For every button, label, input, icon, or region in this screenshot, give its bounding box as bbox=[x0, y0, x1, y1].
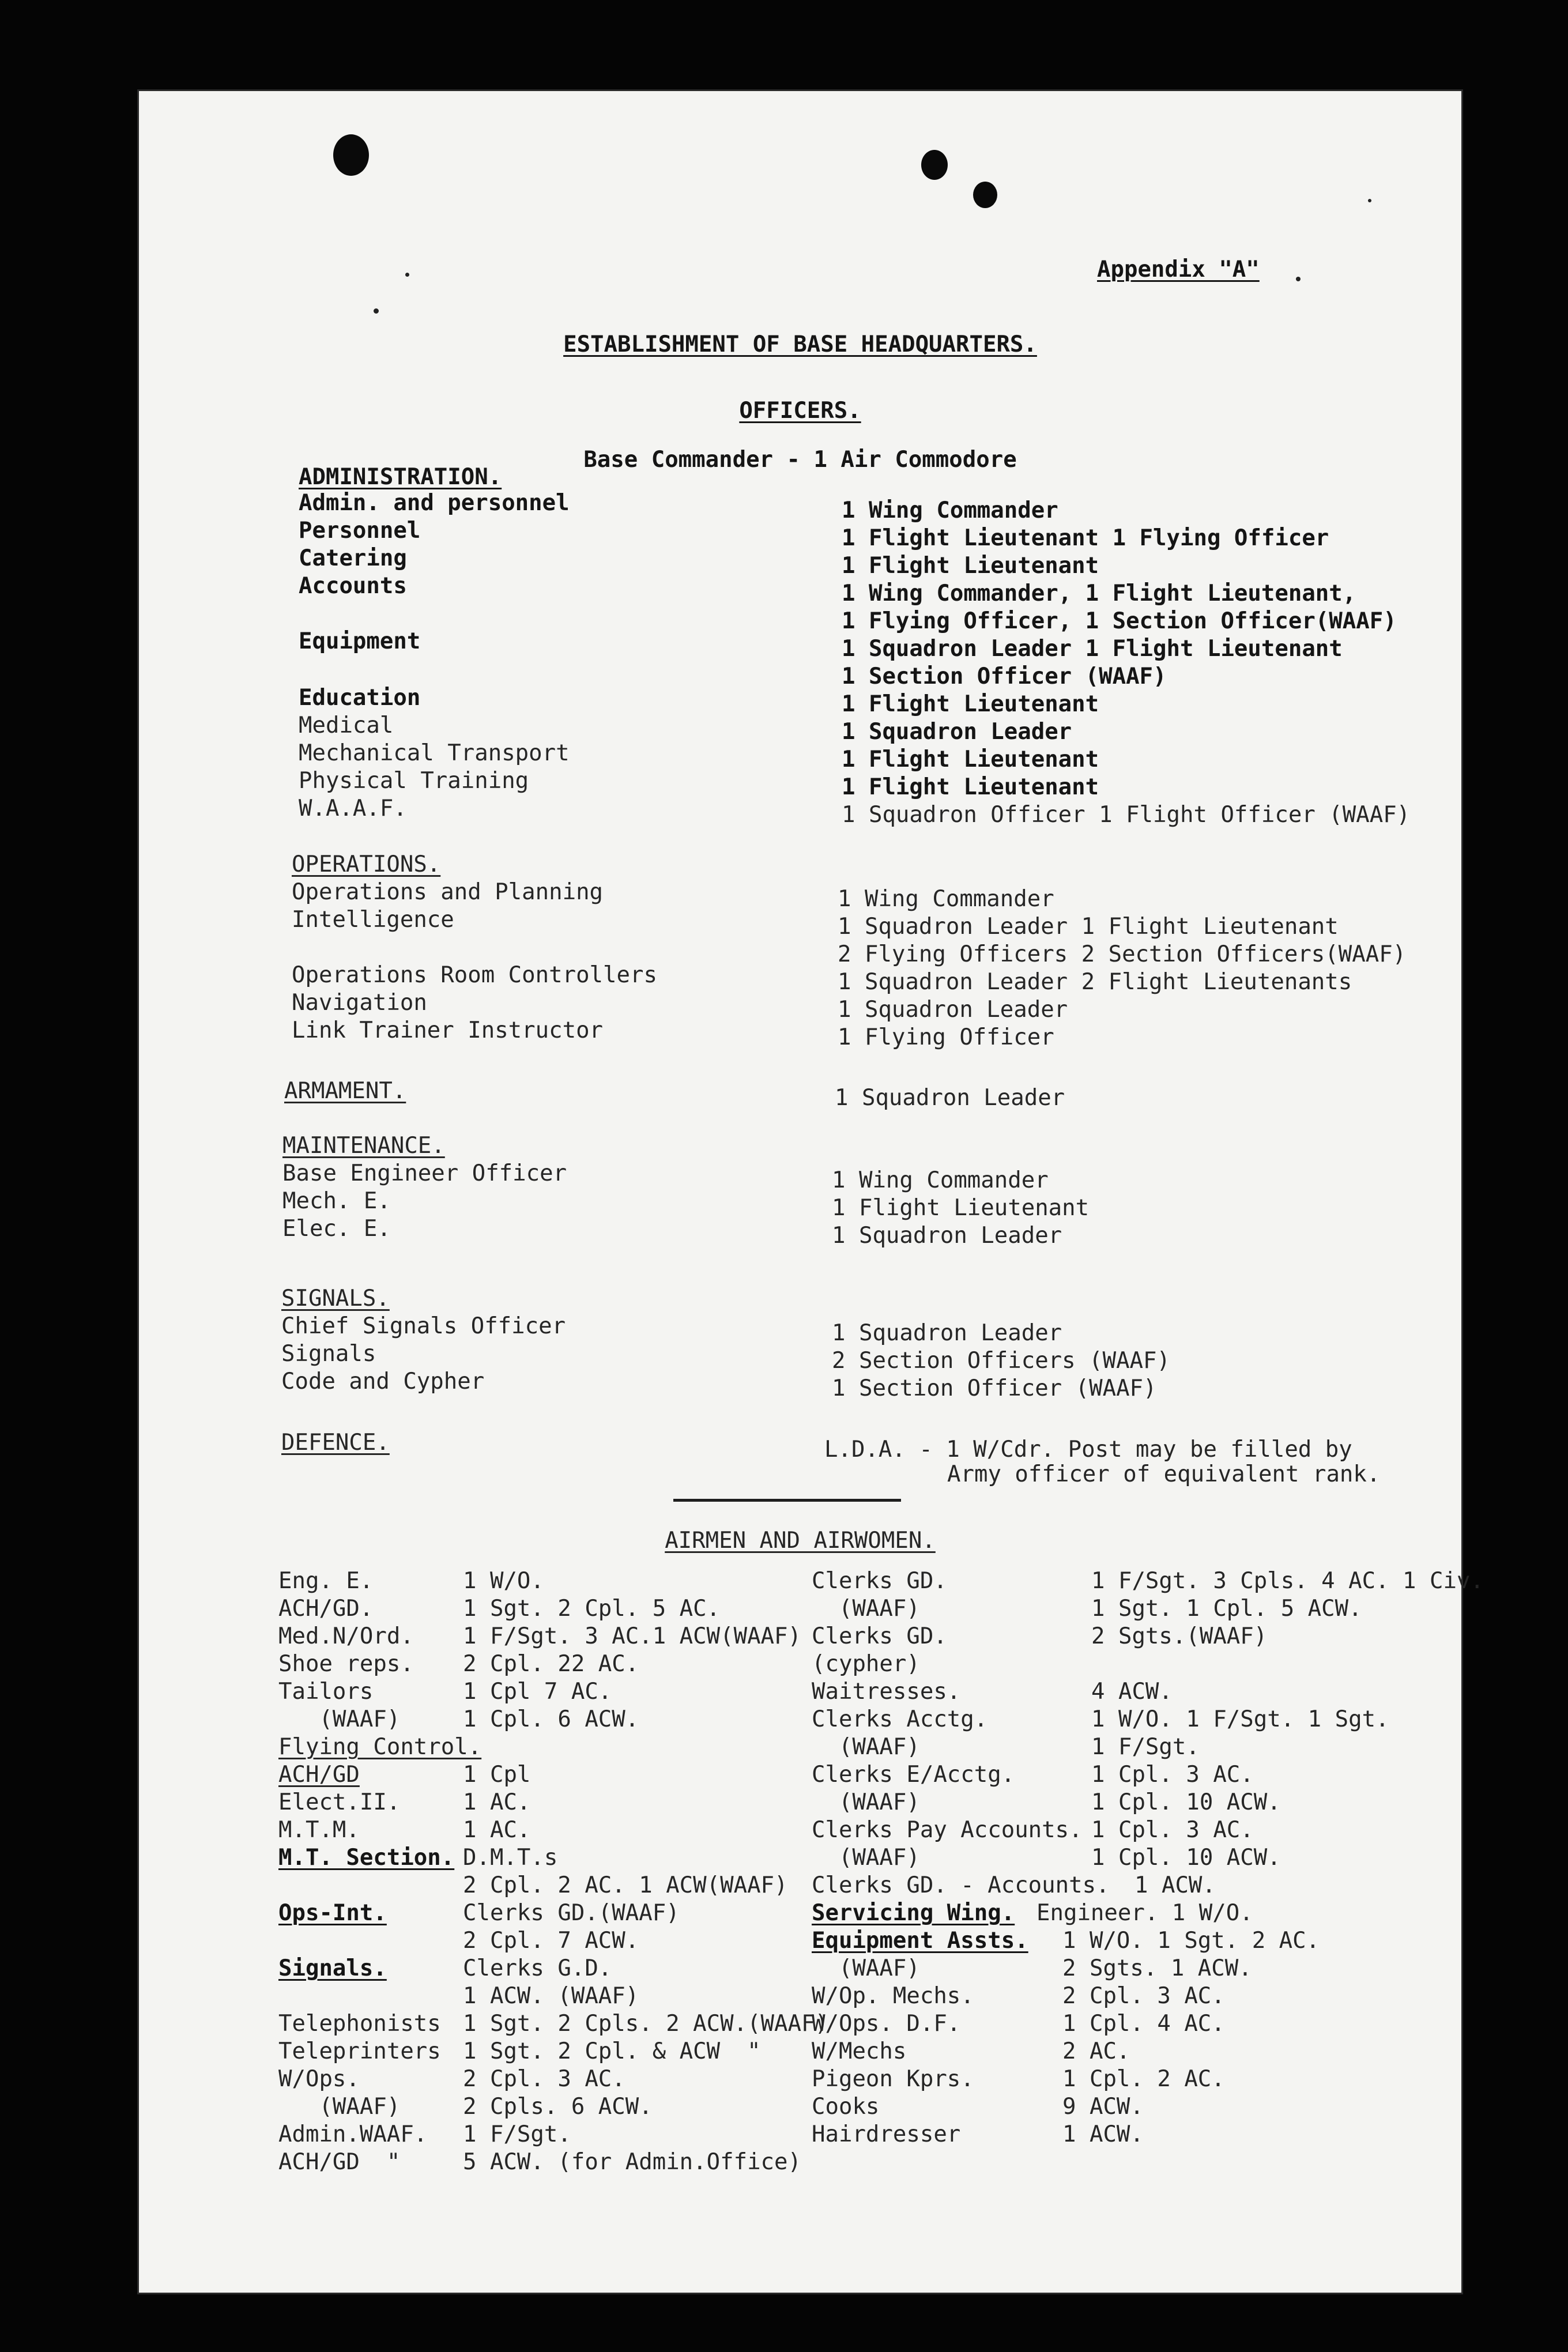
airmen-right-label: Clerks Acctg. bbox=[812, 1706, 988, 1732]
airmen-left-label: ACH/GD. bbox=[278, 1596, 374, 1622]
maintenance-label: Mech. E. bbox=[282, 1188, 391, 1214]
airmen-right-label: Clerks GD. bbox=[812, 1623, 947, 1649]
signals-label: Chief Signals Officer bbox=[281, 1313, 566, 1339]
airmen-left-value: 1 W/O. bbox=[463, 1568, 544, 1594]
ink-speck bbox=[1296, 277, 1301, 281]
airmen-left-label: ACH/GD bbox=[278, 1762, 360, 1788]
airmen-left-value: 1 Cpl 7 AC. bbox=[463, 1679, 612, 1705]
airmen-left-value: 2 Cpl. 2 AC. 1 ACW(WAAF) bbox=[463, 1872, 788, 1898]
admin-value: 1 Squadron Leader bbox=[842, 719, 1072, 745]
airmen-left-label: (WAAF) bbox=[278, 1706, 401, 1732]
airmen-left-value: 5 ACW. (for Admin.Office) bbox=[463, 2149, 801, 2175]
signals-heading: SIGNALS. bbox=[281, 1286, 390, 1311]
operations-value: 1 Squadron Leader 2 Flight Lieutenants bbox=[838, 969, 1352, 995]
admin-label: Equipment bbox=[299, 628, 421, 654]
airmen-right-value: 1 F/Sgt. 3 Cpls. 4 AC. 1 Civ. bbox=[1091, 1568, 1484, 1594]
airmen-left-value: Clerks GD.(WAAF) bbox=[463, 1900, 680, 1926]
airmen-left-label: Med.N/Ord. bbox=[278, 1623, 414, 1649]
admin-label: Mechanical Transport bbox=[299, 740, 570, 766]
operations-label: Intelligence bbox=[292, 907, 454, 933]
operations-value: 1 Squadron Leader 1 Flight Lieutenant bbox=[838, 914, 1339, 940]
armament-value: 1 Squadron Leader bbox=[835, 1085, 1065, 1111]
airmen-left-label: ACH/GD " bbox=[278, 2149, 401, 2175]
admin-value: 1 Wing Commander, 1 Flight Lieutenant, bbox=[842, 581, 1356, 606]
admin-value: 1 Flight Lieutenant bbox=[842, 747, 1099, 772]
maintenance-label: Elec. E. bbox=[282, 1216, 391, 1242]
signals-value: 1 Section Officer (WAAF) bbox=[832, 1375, 1157, 1401]
airmen-right-value: 1 ACW. bbox=[1062, 2121, 1144, 2147]
airmen-right-label: Waitresses. bbox=[812, 1679, 961, 1705]
airmen-left-value: 1 AC. bbox=[463, 1817, 531, 1843]
airmen-right-label: Clerks GD. - Accounts. bbox=[812, 1872, 1110, 1898]
ink-speck bbox=[374, 308, 379, 314]
maintenance-heading: MAINTENANCE. bbox=[282, 1133, 445, 1159]
airmen-right-value: 2 Sgts. 1 ACW. bbox=[1062, 1955, 1252, 1981]
airmen-right-label: Cooks bbox=[812, 2094, 880, 2120]
operations-value: 1 Flying Officer bbox=[838, 1024, 1054, 1050]
airmen-right-label: (WAAF) bbox=[812, 1789, 920, 1815]
admin-value: 1 Flight Lieutenant 1 Flying Officer bbox=[842, 525, 1329, 551]
signals-label: Signals bbox=[281, 1341, 376, 1367]
airmen-right-value: 1 Cpl. 4 AC. bbox=[1062, 2011, 1225, 2037]
airmen-left-value: 1 ACW. (WAAF) bbox=[463, 1983, 639, 2009]
admin-label: Admin. and personnel bbox=[299, 490, 570, 516]
airmen-right-value: 1 Cpl. 2 AC. bbox=[1062, 2066, 1225, 2092]
admin-value: 1 Flight Lieutenant bbox=[842, 691, 1099, 717]
admin-label: Education bbox=[299, 685, 421, 711]
airmen-left-label: Signals. bbox=[278, 1955, 387, 1981]
airmen-right-value: 2 Cpl. 3 AC. bbox=[1062, 1983, 1225, 2009]
signals-value: 1 Squadron Leader bbox=[832, 1320, 1062, 1346]
airmen-right-label: (cypher) bbox=[812, 1651, 920, 1677]
airmen-right-label: Clerks GD. bbox=[812, 1568, 947, 1594]
airmen-left-label: Teleprinters bbox=[278, 2038, 441, 2064]
airmen-right-label: Pigeon Kprs. bbox=[812, 2066, 974, 2092]
airmen-right-value: 2 AC. bbox=[1062, 2038, 1130, 2064]
signals-value: 2 Section Officers (WAAF) bbox=[832, 1348, 1170, 1374]
airmen-left-value: 2 Cpl. 3 AC. bbox=[463, 2066, 625, 2092]
airmen-right-label: W/Op. Mechs. bbox=[812, 1983, 974, 2009]
admin-value: 1 Flight Lieutenant bbox=[842, 774, 1099, 800]
airmen-left-label: M.T.M. bbox=[278, 1817, 360, 1843]
airmen-left-value: Clerks G.D. bbox=[463, 1955, 612, 1981]
airmen-left-label: (WAAF) bbox=[278, 2094, 401, 2120]
maintenance-value: 1 Flight Lieutenant bbox=[832, 1195, 1090, 1221]
airmen-right-value: 4 ACW. bbox=[1091, 1679, 1173, 1705]
maintenance-value: 1 Squadron Leader bbox=[832, 1223, 1062, 1249]
airmen-left-label: Telephonists bbox=[278, 2011, 441, 2037]
punch-hole bbox=[921, 150, 948, 180]
admin-label: Physical Training bbox=[299, 768, 529, 794]
airmen-right-value: 1 Cpl. 10 ACW. bbox=[1091, 1845, 1281, 1871]
airmen-heading: AIRMEN AND AIRWOMEN. bbox=[665, 1528, 936, 1554]
admin-label: Medical bbox=[299, 713, 394, 738]
ink-speck bbox=[1368, 199, 1371, 202]
airmen-right-label: Clerks Pay Accounts. bbox=[812, 1817, 1083, 1843]
airmen-left-value: 1 Sgt. 2 Cpls. 2 ACW.(WAAF) bbox=[463, 2011, 828, 2037]
signals-label: Code and Cypher bbox=[281, 1369, 485, 1394]
airmen-right-label: (WAAF) bbox=[812, 1596, 920, 1622]
airmen-left-label: Eng. E. bbox=[278, 1568, 374, 1594]
airmen-right-label: W/Ops. D.F. bbox=[812, 2011, 961, 2037]
page-title: ESTABLISHMENT OF BASE HEADQUARTERS. bbox=[563, 331, 1037, 357]
airmen-left-value: 2 Cpl. 7 ACW. bbox=[463, 1928, 639, 1954]
airmen-right-value: 9 ACW. bbox=[1062, 2094, 1144, 2120]
admin-label: Personnel bbox=[299, 518, 421, 544]
base-commander: Base Commander - 1 Air Commodore bbox=[583, 447, 1017, 473]
administration-heading: ADMINISTRATION. bbox=[299, 464, 502, 490]
airmen-right-label: (WAAF) bbox=[812, 1734, 920, 1760]
airmen-right-label: Equipment Assts. bbox=[812, 1928, 1028, 1954]
airmen-left-value: 1 AC. bbox=[463, 1789, 531, 1815]
airmen-left-label: Elect.II. bbox=[278, 1789, 401, 1815]
admin-label: Catering bbox=[299, 545, 407, 571]
airmen-right-value: 1 Sgt. 1 Cpl. 5 ACW. bbox=[1091, 1596, 1362, 1622]
admin-value: 1 Squadron Leader 1 Flight Lieutenant bbox=[842, 636, 1343, 662]
airmen-right-label: W/Mechs bbox=[812, 2038, 907, 2064]
airmen-right-value: 1 Cpl. 3 AC. bbox=[1091, 1762, 1254, 1788]
airmen-left-label: Ops-Int. bbox=[278, 1900, 387, 1926]
airmen-left-value: 1 F/Sgt. 3 AC.1 ACW(WAAF) bbox=[463, 1623, 801, 1649]
airmen-left-value: 1 Sgt. 2 Cpl. & ACW " bbox=[463, 2038, 761, 2064]
airmen-left-value: 2 Cpl. 22 AC. bbox=[463, 1651, 639, 1677]
airmen-left-value: 2 Cpls. 6 ACW. bbox=[463, 2094, 653, 2120]
admin-label: Accounts bbox=[299, 573, 407, 599]
airmen-right-value: 1 Cpl. 3 AC. bbox=[1091, 1817, 1254, 1843]
document-page bbox=[137, 89, 1484, 2294]
airmen-left-value: D.M.T.s bbox=[463, 1845, 558, 1871]
armament-heading: ARMAMENT. bbox=[284, 1078, 406, 1104]
airmen-right-value: 1 W/O. 1 F/Sgt. 1 Sgt. bbox=[1091, 1706, 1389, 1732]
airmen-right-label: (WAAF) bbox=[812, 1845, 920, 1871]
airmen-left-label: Flying Control. bbox=[278, 1734, 482, 1760]
admin-value: 1 Wing Commander bbox=[842, 497, 1058, 523]
operations-label: Operations and Planning bbox=[292, 879, 604, 905]
airmen-right-value: 2 Sgts.(WAAF) bbox=[1091, 1623, 1268, 1649]
punch-hole bbox=[973, 182, 997, 208]
defence-heading: DEFENCE. bbox=[281, 1430, 390, 1456]
airmen-right-value: 1 Cpl. 10 ACW. bbox=[1091, 1789, 1281, 1815]
maintenance-value: 1 Wing Commander bbox=[832, 1167, 1049, 1193]
airmen-left-label: Admin.WAAF. bbox=[278, 2121, 428, 2147]
airmen-right-value: Engineer. 1 W/O. bbox=[1036, 1900, 1253, 1926]
airmen-right-label: Hairdresser bbox=[812, 2121, 961, 2147]
section-divider bbox=[673, 1499, 901, 1502]
airmen-left-value: 1 Sgt. 2 Cpl. 5 AC. bbox=[463, 1596, 721, 1622]
admin-value: 1 Flight Lieutenant bbox=[842, 553, 1099, 579]
airmen-right-label: Servicing Wing. bbox=[812, 1900, 1015, 1926]
operations-value: 1 Wing Commander bbox=[838, 886, 1054, 912]
admin-value: 1 Squadron Officer 1 Flight Officer (WAAF) bbox=[842, 802, 1411, 828]
operations-label: Navigation bbox=[292, 990, 427, 1016]
admin-label: W.A.A.F. bbox=[299, 796, 407, 821]
airmen-right-value: 1 F/Sgt. bbox=[1091, 1734, 1200, 1760]
operations-label: Link Trainer Instructor bbox=[292, 1017, 604, 1043]
defence-value: Army officer of equivalent rank. bbox=[947, 1461, 1381, 1487]
airmen-right-value: 1 W/O. 1 Sgt. 2 AC. bbox=[1062, 1928, 1320, 1954]
operations-heading: OPERATIONS. bbox=[292, 851, 441, 877]
operations-label: Operations Room Controllers bbox=[292, 962, 657, 988]
operations-value: 2 Flying Officers 2 Section Officers(WAAF) bbox=[838, 941, 1407, 967]
admin-value: 1 Section Officer (WAAF) bbox=[842, 664, 1167, 689]
airmen-right-value: 1 ACW. bbox=[1134, 1872, 1216, 1898]
airmen-right-label: (WAAF) bbox=[812, 1955, 920, 1981]
punch-hole bbox=[333, 134, 369, 176]
ink-speck bbox=[405, 273, 409, 277]
operations-value: 1 Squadron Leader bbox=[838, 997, 1068, 1023]
appendix-label: Appendix "A" bbox=[1097, 257, 1260, 282]
airmen-left-label: W/Ops. bbox=[278, 2066, 360, 2092]
maintenance-label: Base Engineer Officer bbox=[282, 1160, 567, 1186]
airmen-left-label: Tailors bbox=[278, 1679, 374, 1705]
airmen-left-value: 1 Cpl. 6 ACW. bbox=[463, 1706, 639, 1732]
airmen-right-label: Clerks E/Acctg. bbox=[812, 1762, 1015, 1788]
airmen-left-value: 1 Cpl bbox=[463, 1762, 531, 1788]
airmen-left-label: Shoe reps. bbox=[278, 1651, 414, 1677]
airmen-left-label: M.T. Section. bbox=[278, 1845, 455, 1871]
defence-value: L.D.A. - 1 W/Cdr. Post may be filled by bbox=[824, 1437, 1352, 1463]
officers-heading: OFFICERS. bbox=[739, 398, 861, 424]
airmen-left-value: 1 F/Sgt. bbox=[463, 2121, 571, 2147]
admin-value: 1 Flying Officer, 1 Section Officer(WAAF) bbox=[842, 608, 1397, 634]
